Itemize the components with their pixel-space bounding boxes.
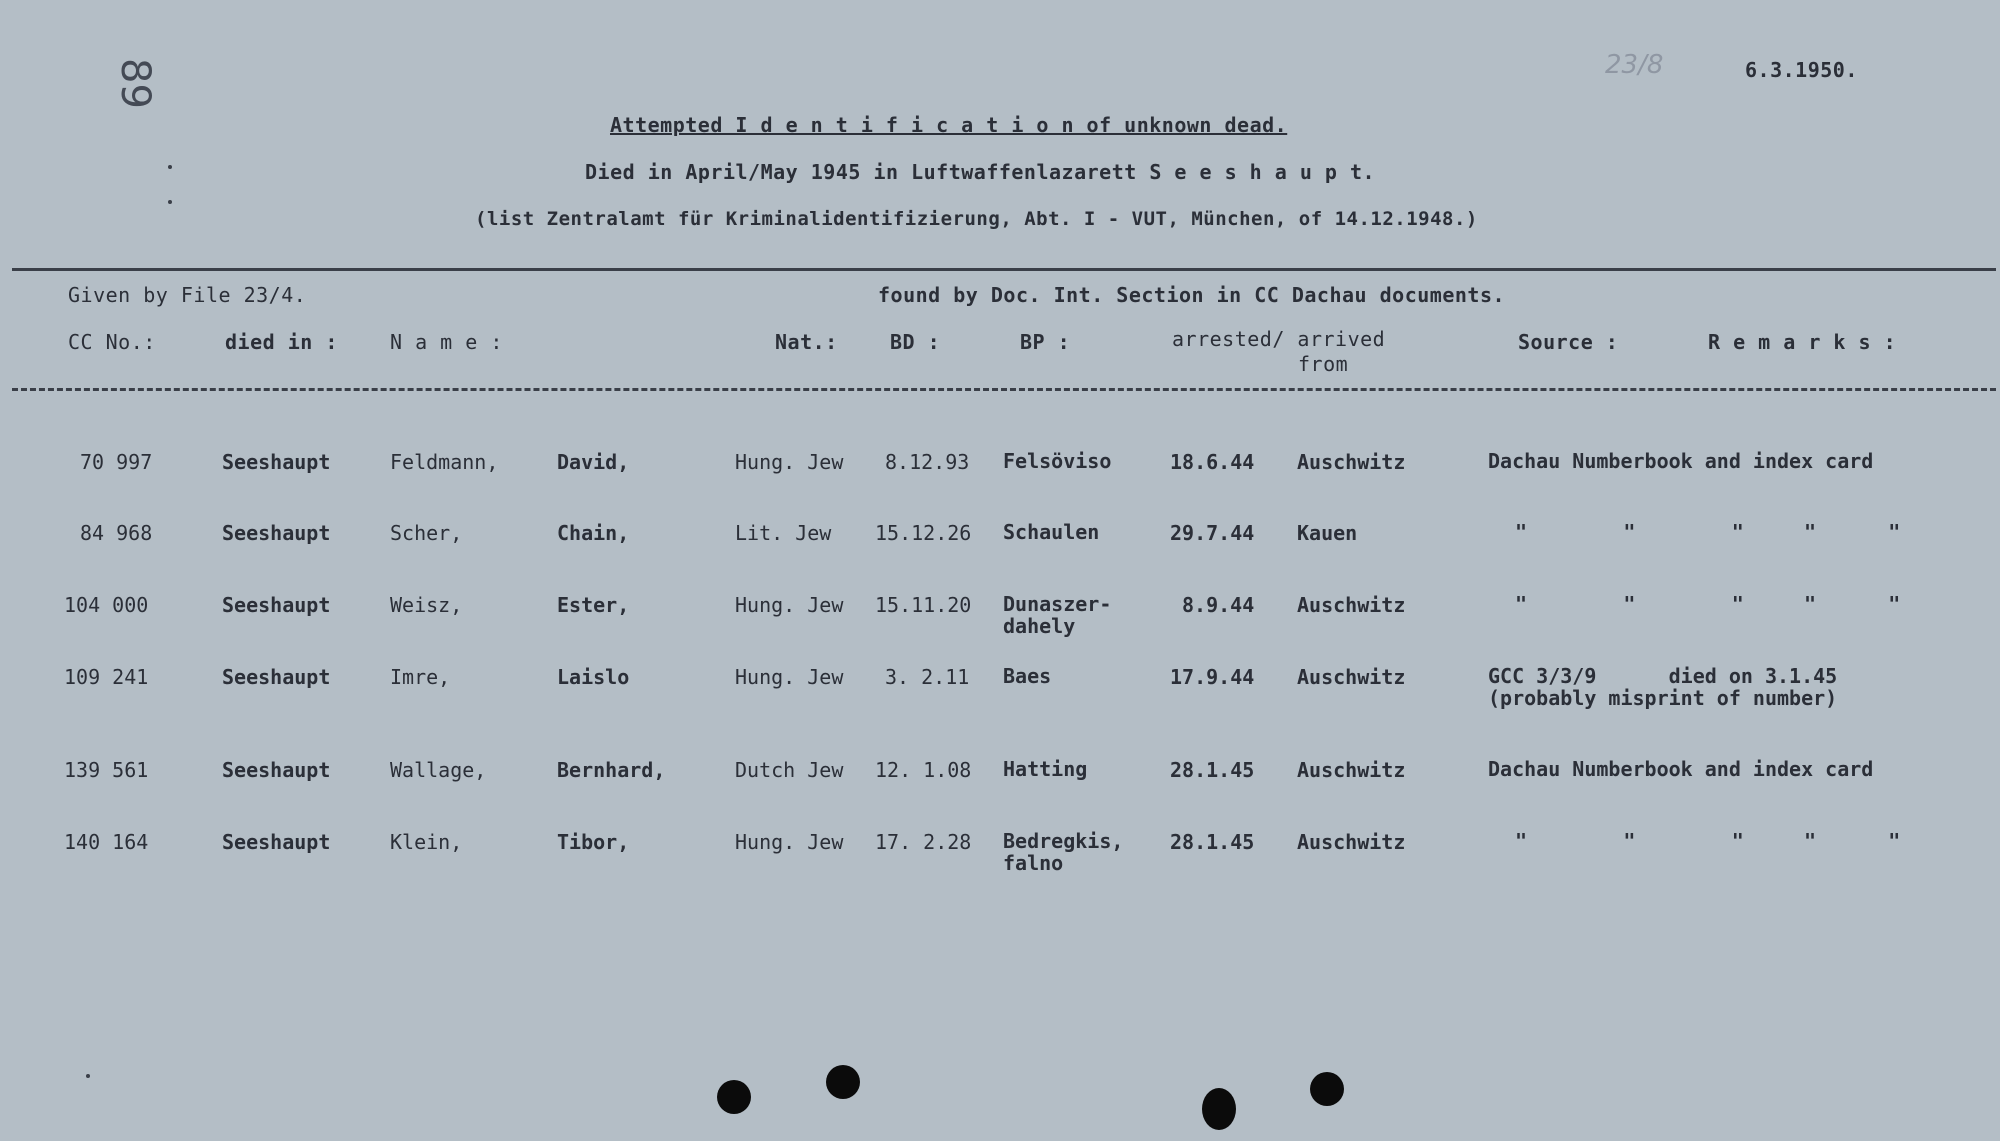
margin-mark <box>168 200 172 204</box>
nationality: Dutch Jew <box>735 758 844 782</box>
punch-hole <box>826 1065 860 1099</box>
given-name: David, <box>557 450 630 474</box>
surname: Feldmann, <box>390 450 499 474</box>
cc-number: 139 561 <box>64 758 149 782</box>
source-remarks: GCC 3/3/9 died on 3.1.45 (probably misprint of number) <box>1488 664 1838 710</box>
from-place: Auschwitz <box>1297 830 1406 854</box>
found-by-note: found by Doc. Int. Section in CC Dachau documents. <box>878 283 1506 307</box>
birth-date: 15.11.20 <box>875 593 972 617</box>
header-rule <box>12 388 1996 391</box>
source-remarks: " " " " " <box>1515 520 1901 544</box>
cc-number: 109 241 <box>64 665 149 689</box>
surname: Klein, <box>390 830 463 854</box>
from-place: Auschwitz <box>1297 450 1406 474</box>
nationality: Hung. Jew <box>735 450 844 474</box>
given-name: Laislo <box>557 665 630 689</box>
header-remarks: R e m a r k s : <box>1708 330 1897 354</box>
birth-place: Baes <box>1003 664 1052 688</box>
source-remarks: " " " " " <box>1515 829 1901 853</box>
cc-number: 104 000 <box>64 593 149 617</box>
birth-place: Hatting <box>1003 757 1088 781</box>
nationality: Hung. Jew <box>735 830 844 854</box>
from-place: Auschwitz <box>1297 593 1406 617</box>
header-source: Source : <box>1518 330 1619 354</box>
birth-date: 8.12.93 <box>885 450 970 474</box>
margin-number: 89 <box>112 58 158 109</box>
source-remarks: Dachau Numberbook and index card <box>1488 449 1874 473</box>
punch-hole <box>1202 1088 1236 1130</box>
died-in: Seeshaupt <box>222 521 331 545</box>
margin-mark <box>168 165 172 169</box>
punch-hole <box>1310 1072 1344 1106</box>
nationality: Hung. Jew <box>735 665 844 689</box>
given-name: Chain, <box>557 521 630 545</box>
cc-number: 140 164 <box>64 830 149 854</box>
from-place: Auschwitz <box>1297 665 1406 689</box>
source-remarks: Dachau Numberbook and index card <box>1488 757 1874 781</box>
header-from: from <box>1298 352 1349 376</box>
birth-place: Bedregkis, falno <box>1003 829 1124 875</box>
birth-date: 12. 1.08 <box>875 758 972 782</box>
died-in: Seeshaupt <box>222 758 331 782</box>
surname: Imre, <box>390 665 451 689</box>
header-nationality: Nat.: <box>775 330 838 354</box>
arrested-date: 28.1.45 <box>1170 758 1255 782</box>
header-birth-date: BD : <box>890 330 941 354</box>
margin-mark <box>86 1074 90 1078</box>
punch-hole <box>717 1080 751 1114</box>
surname: Wallage, <box>390 758 487 782</box>
document-title: Attempted I d e n t i f i c a t i o n of unknown dead. <box>610 113 1288 137</box>
given-name: Ester, <box>557 593 630 617</box>
birth-place: Dunaszer- dahely <box>1003 592 1112 638</box>
given-name: Bernhard, <box>557 758 666 782</box>
died-in: Seeshaupt <box>222 593 331 617</box>
header-cc-no: CC No.: <box>68 330 156 354</box>
birth-date: 15.12.26 <box>875 521 972 545</box>
given-by-note: Given by File 23/4. <box>68 283 307 307</box>
pencil-note: 23/8 <box>1605 50 1664 80</box>
arrested-date: 8.9.44 <box>1182 593 1255 617</box>
nationality: Hung. Jew <box>735 593 844 617</box>
source-reference: (list Zentralamt für Kriminalidentifizierung, Abt. I - VUT, München, of 14.12.1948.) <box>475 208 1478 230</box>
document-date: 6.3.1950. <box>1745 58 1858 82</box>
birth-place: Schaulen <box>1003 520 1100 544</box>
header-name: N a m e : <box>390 330 503 354</box>
header-arrested-arrived: arrested/ arrived <box>1172 327 1386 351</box>
arrested-date: 17.9.44 <box>1170 665 1255 689</box>
died-in: Seeshaupt <box>222 450 331 474</box>
cc-number: 70 997 <box>80 450 153 474</box>
birth-date: 3. 2.11 <box>885 665 970 689</box>
header-died-in: died in : <box>225 330 338 354</box>
arrested-date: 18.6.44 <box>1170 450 1255 474</box>
cc-number: 84 968 <box>80 521 153 545</box>
given-name: Tibor, <box>557 830 630 854</box>
source-remarks: " " " " " <box>1515 592 1901 616</box>
from-place: Auschwitz <box>1297 758 1406 782</box>
document-subtitle: Died in April/May 1945 in Luftwaffenlazarett S e e s h a u p t. <box>585 160 1376 184</box>
nationality: Lit. Jew <box>735 521 832 545</box>
died-in: Seeshaupt <box>222 830 331 854</box>
birth-place: Felsöviso <box>1003 449 1112 473</box>
arrested-date: 29.7.44 <box>1170 521 1255 545</box>
from-place: Kauen <box>1297 521 1358 545</box>
birth-date: 17. 2.28 <box>875 830 972 854</box>
surname: Weisz, <box>390 593 463 617</box>
top-rule <box>12 268 1996 271</box>
died-in: Seeshaupt <box>222 665 331 689</box>
header-birth-place: BP : <box>1020 330 1071 354</box>
surname: Scher, <box>390 521 463 545</box>
arrested-date: 28.1.45 <box>1170 830 1255 854</box>
